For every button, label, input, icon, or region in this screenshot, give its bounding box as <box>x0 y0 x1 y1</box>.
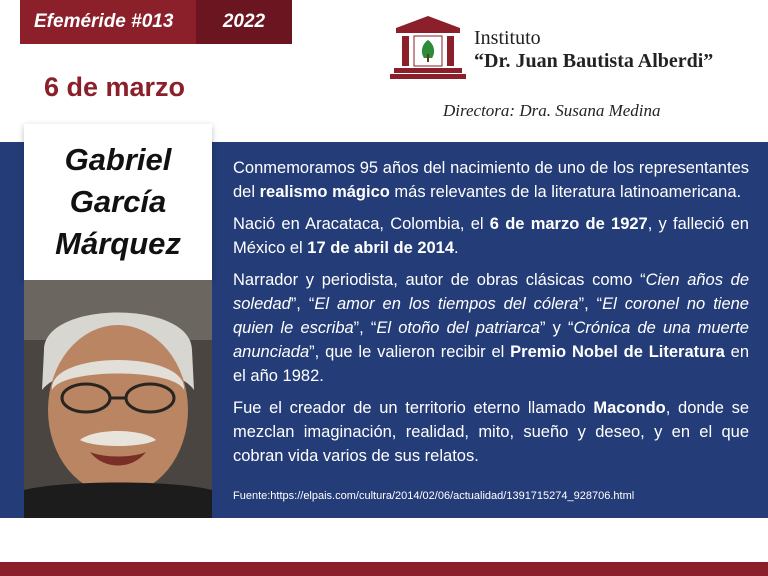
biography-text <box>233 156 749 476</box>
institute-name-line2: “Dr. Juan Bautista Alberdi” <box>474 50 714 72</box>
person-surname-1: García <box>69 184 167 219</box>
person-surname-2: Márquez <box>55 226 181 261</box>
date-heading: 6 de marzo <box>44 72 186 102</box>
person-name-card <box>24 124 212 280</box>
footer-bar <box>0 562 768 576</box>
institute-name-line1: Instituto <box>474 27 541 49</box>
person-first-name: Gabriel <box>64 142 172 177</box>
source-link[interactable]: Fuente:https://elpais.com/cultura/2014/02/06/actualidad/1391715274_928706.html <box>233 490 635 502</box>
institute-logo <box>390 14 466 80</box>
efemeride-number: Efeméride #013 <box>20 0 196 44</box>
paragraph-birth-death: Nació en Aracataca, Colombia, el 6 de marzo de 1927, y falleció en México el 17 de abril de 2014. <box>233 215 749 257</box>
paragraph-macondo: Fue el creador de un territorio eterno llamado Macondo, donde se mezclan imaginación, realidad, mito, sueño y deseo, y en el que cobran vida varios de sus relatos. <box>233 399 749 465</box>
portrait-photo <box>24 280 212 518</box>
paragraph-works: Narrador y periodista, autor de obras clásicas como “Cien años de soledad”, “El amor en los tiempos del cólera”, “El coronel no tiene quien le escriba”, “El otoño del patriarca” y “Crónica de una muerte anunciada”, que le valieron recibir el Premio Nobel de Literatura en el año 1982. <box>233 271 749 385</box>
directora-label: Directora: Dra. Susana Medina <box>443 101 661 120</box>
efemeride-year: 2022 <box>196 0 292 44</box>
portrait-illustration <box>24 280 212 518</box>
efemeride-badge <box>20 0 292 44</box>
paragraph-commemoration: Conmemoramos 95 años del nacimiento de uno de los representantes del realismo mágico más relevantes de la literatura latinoamericana. <box>233 159 749 201</box>
